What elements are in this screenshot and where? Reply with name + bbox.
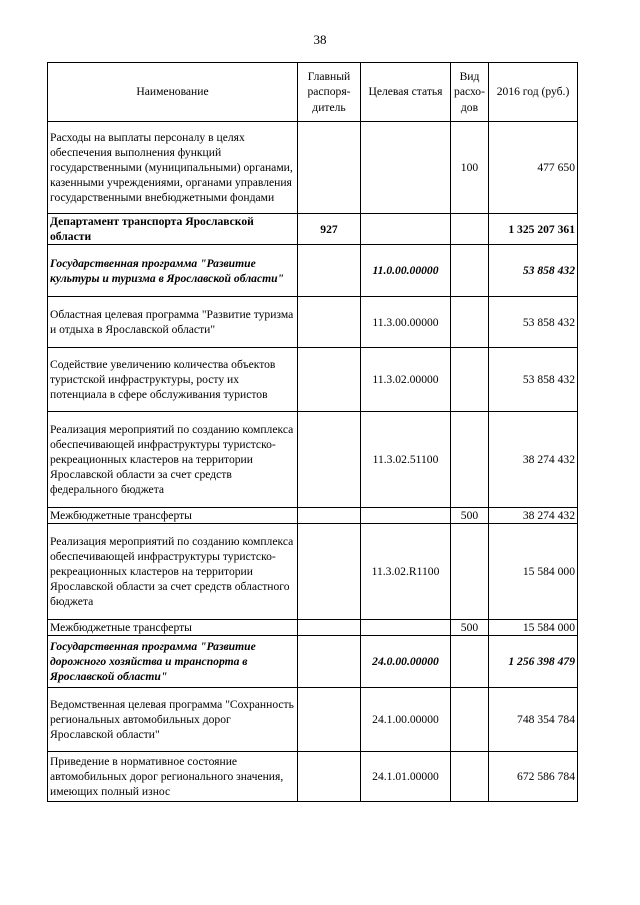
page-number: 38 xyxy=(313,32,327,47)
table-row xyxy=(48,688,578,752)
row-name: Департамент транспорта Ярославской области xyxy=(48,214,298,245)
row-target: 11.3.00.00000 xyxy=(361,297,451,348)
row-type xyxy=(451,412,489,508)
row-name: Ведомственная целевая программа "Сохранность региональных автомобильных дорог Ярославской области" xyxy=(48,688,298,752)
row-name: Расходы на выплаты персоналу в целях обеспечения выполнения функций государственными (муниципальными) органами, казенными учреждениями, органами управления государственными внебюджетными фондами xyxy=(48,122,298,214)
row-type xyxy=(451,245,489,297)
row-amount: 53 858 432 xyxy=(489,245,578,297)
row-target: 11.3.02.51100 xyxy=(361,412,451,508)
table-body xyxy=(48,122,578,802)
row-target: 24.0.00.00000 xyxy=(361,636,451,688)
table-row xyxy=(48,620,578,636)
table-row xyxy=(48,297,578,348)
row-manager: 927 xyxy=(298,214,361,245)
table-row xyxy=(48,245,578,297)
row-type: 500 xyxy=(451,620,489,636)
row-amount: 15 584 000 xyxy=(489,620,578,636)
row-manager xyxy=(298,524,361,620)
row-type xyxy=(451,348,489,412)
row-amount: 477 650 xyxy=(489,122,578,214)
row-amount: 1 256 398 479 xyxy=(489,636,578,688)
table-row xyxy=(48,122,578,214)
row-manager xyxy=(298,508,361,524)
row-manager xyxy=(298,636,361,688)
row-manager xyxy=(298,620,361,636)
column-header-name: Наименование xyxy=(48,63,298,122)
row-name: Государственная программа "Развитие культуры и туризма в Ярославской области" xyxy=(48,245,298,297)
row-amount: 748 354 784 xyxy=(489,688,578,752)
row-name: Областная целевая программа "Развитие туризма и отдыха в Ярославской области" xyxy=(48,297,298,348)
table-row xyxy=(48,412,578,508)
row-target: 11.3.02.R1100 xyxy=(361,524,451,620)
row-type xyxy=(451,636,489,688)
row-target: 24.1.01.00000 xyxy=(361,752,451,802)
row-manager xyxy=(298,245,361,297)
row-amount: 1 325 207 361 xyxy=(489,214,578,245)
column-header-manager: Главный распоря-дитель xyxy=(298,63,361,122)
row-name: Государственная программа "Развитие дорожного хозяйства и транспорта в Ярославской области" xyxy=(48,636,298,688)
row-amount: 38 274 432 xyxy=(489,412,578,508)
row-type xyxy=(451,297,489,348)
row-name: Реализация мероприятий по созданию комплекса обеспечивающей инфраструктуры туристско-рекреационных кластеров на территории Ярославской области за счет средств федерального бюджета xyxy=(48,412,298,508)
row-type xyxy=(451,752,489,802)
row-type: 500 xyxy=(451,508,489,524)
table-header-row xyxy=(48,63,578,122)
row-type: 100 xyxy=(451,122,489,214)
row-target xyxy=(361,620,451,636)
row-manager xyxy=(298,688,361,752)
row-manager xyxy=(298,122,361,214)
row-amount: 53 858 432 xyxy=(489,348,578,412)
column-header-amount: 2016 год (руб.) xyxy=(489,63,578,122)
row-target: 11.3.02.00000 xyxy=(361,348,451,412)
row-target xyxy=(361,508,451,524)
table-row xyxy=(48,636,578,688)
table-row xyxy=(48,752,578,802)
row-type xyxy=(451,524,489,620)
row-target: 24.1.00.00000 xyxy=(361,688,451,752)
table-row xyxy=(48,348,578,412)
table-row xyxy=(48,214,578,245)
row-name: Содействие увеличению количества объектов туристской инфраструктуры, росту их потенциала в сфере обслуживания туристов xyxy=(48,348,298,412)
row-name: Приведение в нормативное состояние автомобильных дорог регионального значения, имеющих полный износ xyxy=(48,752,298,802)
row-name: Реализация мероприятий по созданию комплекса обеспечивающей инфраструктуры туристско-рекреационных кластеров на территории Ярославской области за счет средств областного бюджета xyxy=(48,524,298,620)
row-manager xyxy=(298,752,361,802)
column-header-type: Вид расхо-дов xyxy=(451,63,489,122)
row-name: Межбюджетные трансферты xyxy=(48,620,298,636)
row-target: 11.0.00.00000 xyxy=(361,245,451,297)
column-header-target: Целевая статья xyxy=(361,63,451,122)
row-type xyxy=(451,688,489,752)
row-target xyxy=(361,214,451,245)
row-manager xyxy=(298,412,361,508)
budget-table xyxy=(47,62,578,802)
row-manager xyxy=(298,348,361,412)
row-amount: 672 586 784 xyxy=(489,752,578,802)
row-amount: 15 584 000 xyxy=(489,524,578,620)
row-target xyxy=(361,122,451,214)
row-amount: 53 858 432 xyxy=(489,297,578,348)
table-row xyxy=(48,508,578,524)
row-manager xyxy=(298,297,361,348)
table-row xyxy=(48,524,578,620)
row-amount: 38 274 432 xyxy=(489,508,578,524)
row-type xyxy=(451,214,489,245)
row-name: Межбюджетные трансферты xyxy=(48,508,298,524)
